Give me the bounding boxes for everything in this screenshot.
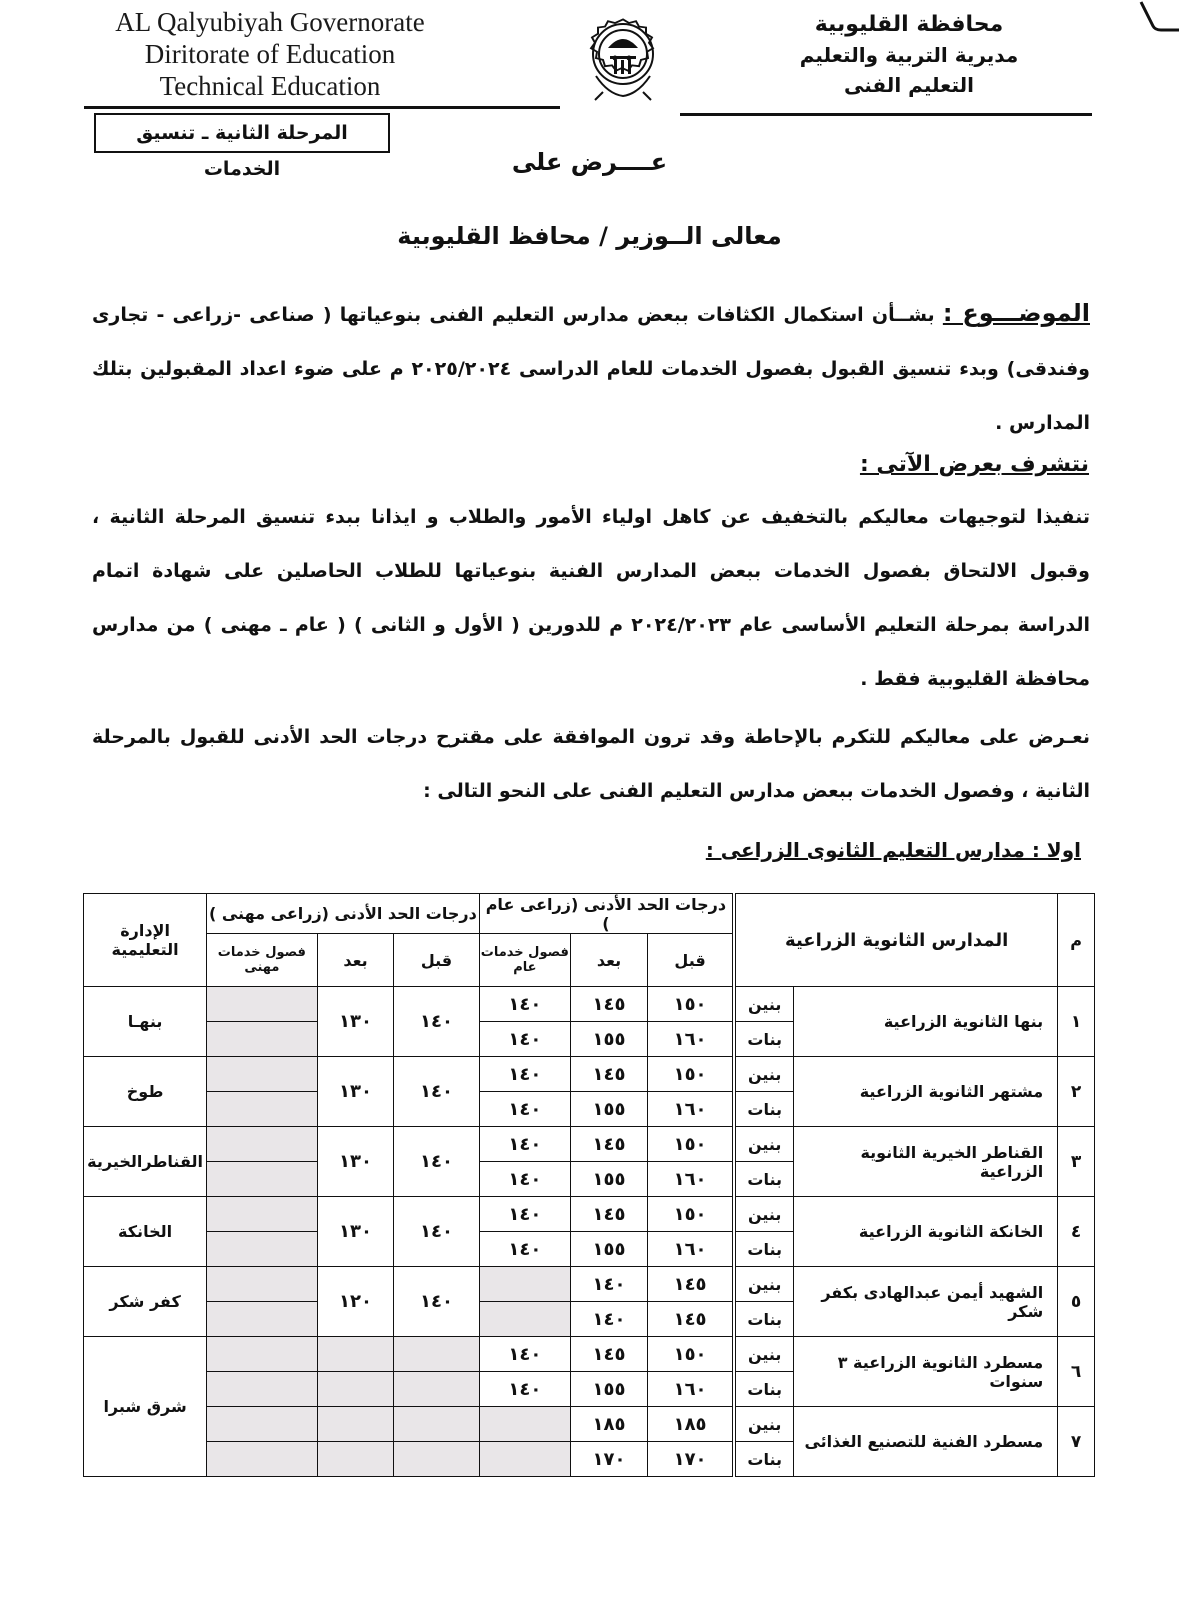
- general-before-value: ١٧٠: [647, 1442, 734, 1477]
- general-services-value: ١٤٠: [479, 1022, 571, 1057]
- col-header-general-before: قبل: [647, 934, 734, 987]
- col-header-vocational-services: فصول خدمات مهنى: [207, 934, 317, 987]
- vocational-before-value: ١٤٠: [394, 1267, 479, 1337]
- vocational-after-value: ١٣٠: [317, 987, 394, 1057]
- admin-name: بنهـا: [84, 987, 207, 1057]
- general-before-value: ١٤٥: [647, 1302, 734, 1337]
- presented-to-heading: عــــرض على: [511, 148, 668, 176]
- general-services-value: ١٤٠: [479, 1372, 571, 1407]
- general-before-value: ١٤٥: [647, 1267, 734, 1302]
- vocational-services-cell: [207, 1442, 317, 1477]
- general-before-value: ١٦٠: [647, 1022, 734, 1057]
- general-after-value: ١٤٠: [571, 1302, 648, 1337]
- general-services-value: ١٤٠: [479, 1162, 571, 1197]
- gender-label: بنين: [734, 1407, 793, 1442]
- vocational-before-value: ١٤٠: [394, 987, 479, 1057]
- general-before-value: ١٥٠: [647, 987, 734, 1022]
- body-paragraph-2: نعـرض على معاليكم للتكرم بالإحاطة وقد ترون الموافقة على مقترح درجات الحد الأدنى للقبول بالمرحلة الثانية ، وفصول الخدمات ببعض مدارس التعليم الفنى على النحو التالى :: [92, 726, 1090, 802]
- page-corner-fold-icon: [1139, 0, 1179, 36]
- general-services-value: [479, 1302, 571, 1337]
- general-after-value: ١٥٥: [571, 1022, 648, 1057]
- general-services-value: ١٤٠: [479, 1337, 571, 1372]
- vocational-after-cell: [317, 1442, 394, 1477]
- body-paragraph-1: تنفيذا لتوجيهات معاليكم بالتخفيف عن كاهل اولياء الأمور والطلاب و ايذانا ببدء تنسيق المرحلة الثانية ، وقبول الالتحاق بفصول الخدمات ببعض المدارس الفنية بنوعياتها للطلاب الحاصلين على شهادة اتمام الدراسة بمرحلة التعليم الأساسى عام ٢٠٢٤/٢٠٢٣ م للدورين ( الأول و الثانى ) ( عام ـ مهنى ) من مدارس محافظة القليوبية فقط .: [92, 506, 1091, 690]
- vocational-services-cell: [207, 1232, 317, 1267]
- general-services-value: ١٤٠: [479, 1197, 571, 1232]
- vocational-before-value: ١٤٠: [394, 1057, 479, 1127]
- vocational-before-cell: [394, 1337, 479, 1372]
- general-before-value: ١٨٥: [647, 1407, 734, 1442]
- gender-label: بنات: [734, 1442, 793, 1477]
- col-header-num: م: [1058, 894, 1095, 987]
- table-row: [84, 1197, 1095, 1232]
- general-before-value: ١٦٠: [647, 1372, 734, 1407]
- general-services-value: ١٤٠: [479, 987, 571, 1022]
- vocational-services-cell: [207, 987, 317, 1022]
- gender-label: بنين: [734, 1197, 793, 1232]
- vocational-before-value: ١٤٠: [394, 1127, 479, 1197]
- col-header-general-after: بعد: [571, 934, 648, 987]
- subject-paragraph: [92, 286, 1090, 450]
- gender-label: بنات: [734, 1162, 793, 1197]
- general-after-value: ١٥٥: [571, 1372, 648, 1407]
- vocational-services-cell: [207, 1092, 317, 1127]
- row-number: ٦: [1058, 1337, 1095, 1407]
- table-row: [84, 1407, 1095, 1442]
- english-letterhead-line: AL Qalyubiyah Governorate: [115, 7, 425, 37]
- gender-label: بنات: [734, 1232, 793, 1267]
- general-services-value: [479, 1267, 571, 1302]
- vocational-services-cell: [207, 1407, 317, 1442]
- school-name: الخانكة الثانوية الزراعية: [794, 1197, 1058, 1267]
- general-services-value: ١٤٠: [479, 1057, 571, 1092]
- general-services-value: [479, 1442, 571, 1477]
- arabic-letterhead: [769, 10, 1049, 100]
- general-after-value: ١٤٥: [571, 1197, 648, 1232]
- general-after-value: ١٤٠: [571, 1267, 648, 1302]
- admin-name: القناطرالخيرية: [84, 1127, 207, 1197]
- honor-heading: نتشرف بعرض الآتى :: [859, 452, 1089, 477]
- general-services-value: ١٤٠: [479, 1127, 571, 1162]
- general-services-value: [479, 1407, 571, 1442]
- general-after-value: ١٥٥: [571, 1232, 648, 1267]
- general-services-value: ١٤٠: [479, 1232, 571, 1267]
- general-after-value: ١٤٥: [571, 987, 648, 1022]
- vocational-after-value: ١٣٠: [317, 1127, 394, 1197]
- header-divider-right: [680, 113, 1092, 116]
- table-row: [84, 1057, 1095, 1092]
- school-name: مسطرد الفنية للتصنيع الغذائى: [794, 1407, 1058, 1477]
- vocational-before-cell: [394, 1372, 479, 1407]
- school-name: القناطر الخيرية الثانوية الزراعية: [794, 1127, 1058, 1197]
- gender-label: بنين: [734, 1057, 793, 1092]
- governorate-emblem-icon: [568, 4, 678, 104]
- general-before-value: ١٦٠: [647, 1162, 734, 1197]
- vocational-before-cell: [394, 1407, 479, 1442]
- gender-label: بنات: [734, 1302, 793, 1337]
- english-letterhead: [100, 6, 440, 102]
- col-header-general-services: فصول خدمات عام: [479, 934, 571, 987]
- vocational-services-cell: [207, 1057, 317, 1092]
- gender-label: بنات: [734, 1372, 793, 1407]
- vocational-after-cell: [317, 1337, 394, 1372]
- table-row: [84, 1267, 1095, 1302]
- row-number: ٢: [1058, 1057, 1095, 1127]
- general-before-value: ١٦٠: [647, 1232, 734, 1267]
- gender-label: بنين: [734, 1267, 793, 1302]
- gender-label: بنات: [734, 1092, 793, 1127]
- col-header-vocational-after: بعد: [317, 934, 394, 987]
- row-number: ٧: [1058, 1407, 1095, 1477]
- admin-name: شرق شبرا: [84, 1337, 207, 1477]
- vocational-services-cell: [207, 1372, 317, 1407]
- vocational-before-value: ١٤٠: [394, 1197, 479, 1267]
- table-row: [84, 1127, 1095, 1162]
- row-number: ٤: [1058, 1197, 1095, 1267]
- vocational-after-cell: [317, 1407, 394, 1442]
- table-row: [84, 1337, 1095, 1372]
- vocational-after-value: ١٣٠: [317, 1057, 394, 1127]
- gender-label: بنين: [734, 1127, 793, 1162]
- general-after-value: ١٤٥: [571, 1057, 648, 1092]
- general-after-value: ١٥٥: [571, 1092, 648, 1127]
- general-after-value: ١٧٠: [571, 1442, 648, 1477]
- vocational-services-cell: [207, 1267, 317, 1302]
- general-before-value: ١٥٠: [647, 1057, 734, 1092]
- vocational-services-cell: [207, 1022, 317, 1057]
- vocational-services-cell: [207, 1302, 317, 1337]
- vocational-after-value: ١٣٠: [317, 1197, 394, 1267]
- vocational-services-cell: [207, 1127, 317, 1162]
- row-number: ٣: [1058, 1127, 1095, 1197]
- general-after-value: ١٤٥: [571, 1127, 648, 1162]
- gender-label: بنات: [734, 1022, 793, 1057]
- min-grades-table: [83, 893, 1095, 1477]
- vocational-after-value: ١٢٠: [317, 1267, 394, 1337]
- row-number: ٥: [1058, 1267, 1095, 1337]
- gender-label: بنين: [734, 1337, 793, 1372]
- general-before-value: ١٥٠: [647, 1197, 734, 1232]
- header-divider-left: [84, 106, 560, 109]
- general-after-value: ١٥٥: [571, 1162, 648, 1197]
- english-letterhead-line: Technical Education: [159, 71, 381, 101]
- school-name: بنها الثانوية الزراعية: [794, 987, 1058, 1057]
- arabic-letterhead-line: مديرية التربية والتعليم: [799, 43, 1019, 67]
- general-before-value: ١٥٠: [647, 1127, 734, 1162]
- vocational-after-cell: [317, 1372, 394, 1407]
- general-services-value: ١٤٠: [479, 1092, 571, 1127]
- row-number: ١: [1058, 987, 1095, 1057]
- general-before-value: ١٥٠: [647, 1337, 734, 1372]
- vocational-services-cell: [207, 1162, 317, 1197]
- general-before-value: ١٦٠: [647, 1092, 734, 1127]
- admin-name: كفر شكر: [84, 1267, 207, 1337]
- general-after-value: ١٨٥: [571, 1407, 648, 1442]
- addressee-heading: معالى الــوزير / محافظ القليوبية: [397, 222, 782, 250]
- admin-name: الخانكة: [84, 1197, 207, 1267]
- vocational-before-cell: [394, 1442, 479, 1477]
- vocational-services-cell: [207, 1337, 317, 1372]
- vocational-services-cell: [207, 1197, 317, 1232]
- col-header-admin: الإدارة التعليمية: [84, 894, 207, 987]
- admin-name: طوخ: [84, 1057, 207, 1127]
- table-row: [84, 987, 1095, 1022]
- col-header-general-group: درجات الحد الأدنى (زراعى عام ): [479, 894, 734, 934]
- english-letterhead-line: Diritorate of Education: [144, 39, 396, 69]
- col-header-vocational-before: قبل: [394, 934, 479, 987]
- subject-label: الموضـــوع :: [942, 299, 1090, 327]
- school-name: مسطرد الثانوية الزراعية ٣ سنوات: [794, 1337, 1058, 1407]
- arabic-letterhead-line: التعليم الفنى: [844, 73, 974, 97]
- school-name: الشهيد أيمن عبدالهادى بكفر شكر: [794, 1267, 1058, 1337]
- school-name: مشتهر الثانوية الزراعية: [794, 1057, 1058, 1127]
- gender-label: بنين: [734, 987, 793, 1022]
- col-header-school: المدارس الثانوية الزراعية: [734, 894, 1057, 987]
- arabic-letterhead-line: محافظة القليوبية: [814, 12, 1004, 37]
- section-title: اولا : مدارس التعليم الثانوى الزراعى :: [705, 838, 1081, 862]
- stage-label-box: المرحلة الثانية ـ تنسيق الخدمات: [94, 113, 390, 153]
- col-header-vocational-group: درجات الحد الأدنى (زراعى مهنى ): [207, 894, 479, 934]
- subject-text: بشــأن استكمال الكثافات ببعض مدارس التعليم الفنى بنوعياتها ( صناعى -زراعى - تجارى وفندقى) وبدء تنسيق القبول بفصول الخدمات للعام الدراسى ٢٠٢٥/٢٠٢٤ م على ضوء اعداد المقبولين بتلك المدارس .: [92, 304, 1090, 434]
- general-after-value: ١٤٥: [571, 1337, 648, 1372]
